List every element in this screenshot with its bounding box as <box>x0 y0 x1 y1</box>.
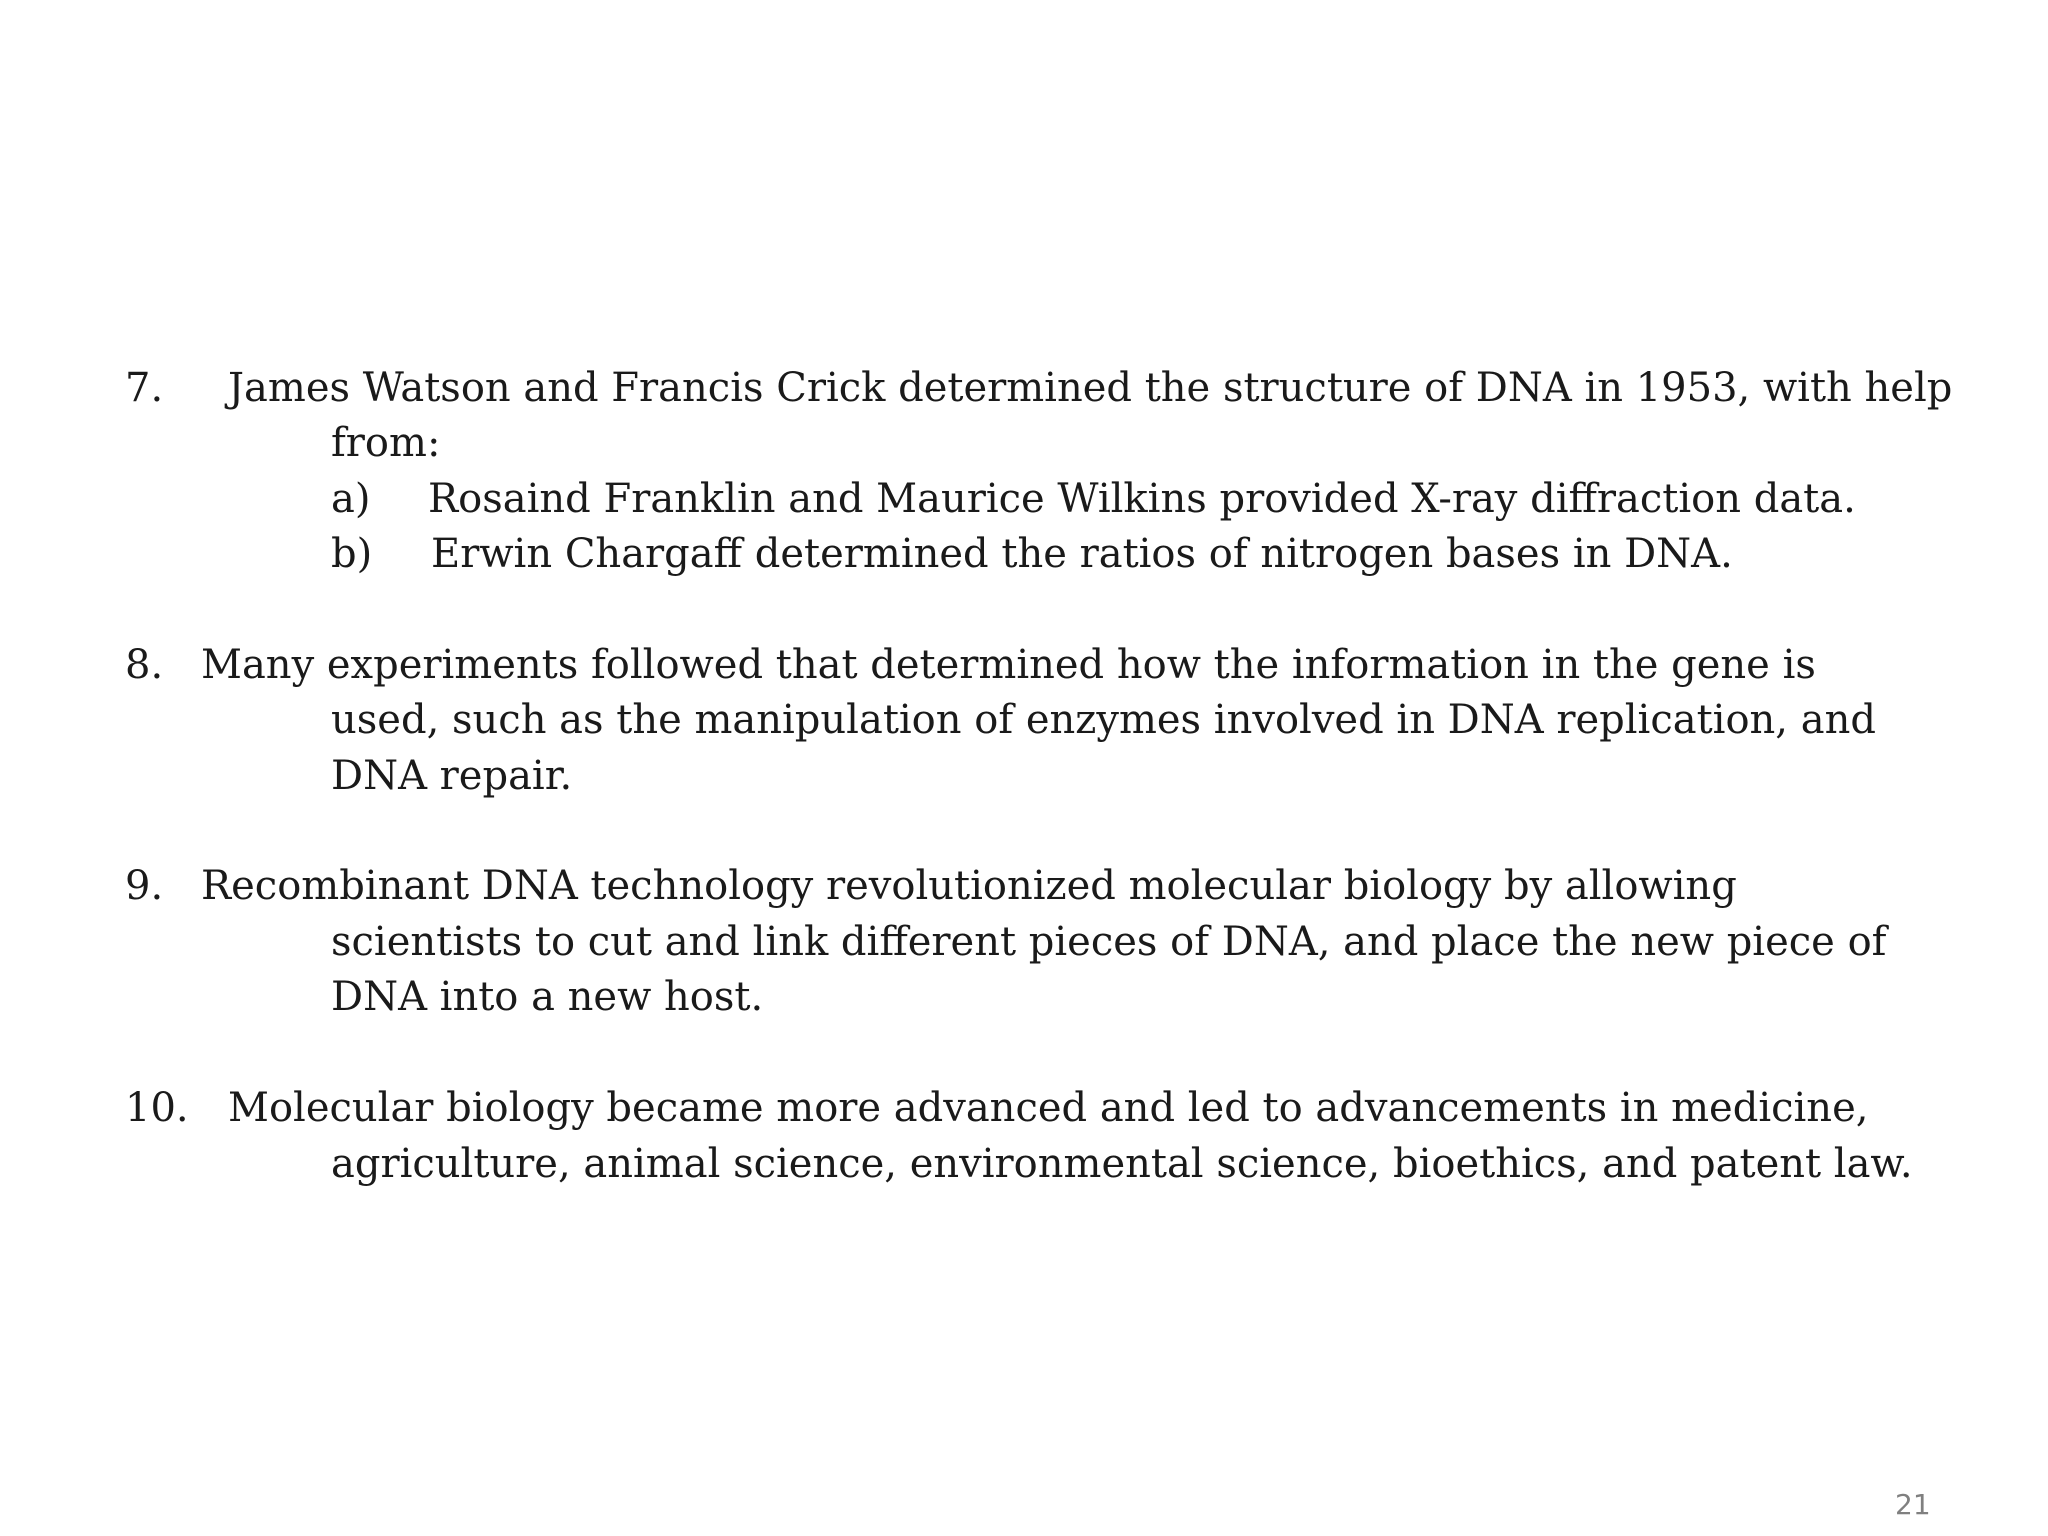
subitem-text: Erwin Chargaff determined the ratios of nitrogen bases in DNA. <box>431 531 1733 577</box>
item-continuation: scientists to cut and link different pieces of DNA, and place the new piece of <box>331 919 1887 965</box>
item-text: Recombinant DNA technology revolutionized molecular biology by allowing <box>201 863 1737 909</box>
subitem-marker: b) <box>331 531 373 577</box>
item-number: 7. <box>125 365 164 411</box>
item-continuation: DNA repair. <box>331 753 573 799</box>
subitem-marker: a) <box>331 476 371 522</box>
item-continuation: used, such as the manipulation of enzymes involved in DNA replication, and <box>331 697 1876 743</box>
item-continuation: from: <box>331 420 441 466</box>
subitem-text: Rosaind Franklin and Maurice Wilkins provided X-ray diffraction data. <box>428 476 1856 522</box>
item-continuation: DNA into a new host. <box>331 974 764 1020</box>
item-number: 9. <box>125 863 164 909</box>
slide-number: 21 <box>1895 1488 1931 1521</box>
item-text: Molecular biology became more advanced and led to advancements in medicine, <box>228 1085 1869 1131</box>
item-text: Many experiments followed that determined how the information in the gene is <box>201 642 1816 688</box>
item-continuation: agriculture, animal science, environmental science, bioethics, and patent law. <box>331 1141 1913 1187</box>
item-number: 8. <box>125 642 164 688</box>
item-text: James Watson and Francis Crick determined the structure of DNA in 1953, with help <box>228 365 1953 411</box>
item-number: 10. <box>125 1085 189 1131</box>
